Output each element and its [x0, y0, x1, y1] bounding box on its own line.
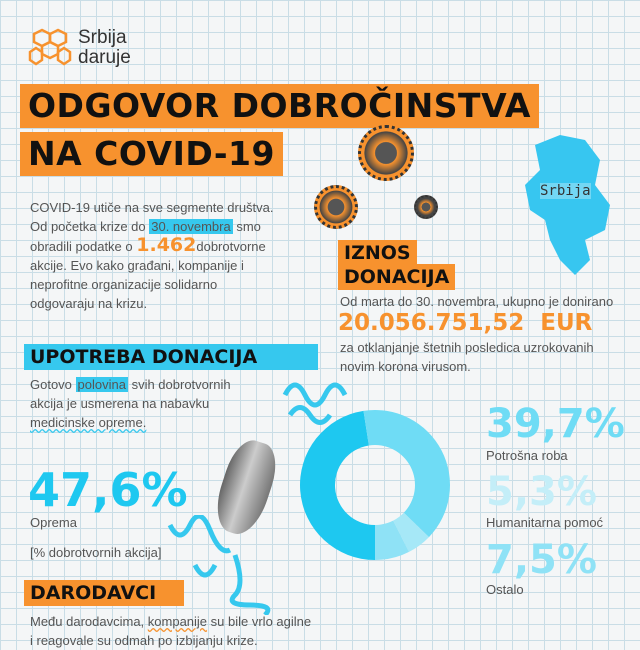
darodavci-text — [30, 612, 311, 650]
virus-icon — [314, 185, 358, 229]
donut-slice-oprema — [300, 411, 375, 560]
iznos-text-2: za otklanjanje štetnih posledica uzrokovanih — [340, 340, 594, 355]
virus-icon — [358, 125, 414, 181]
text: Od početka krize do — [30, 219, 150, 234]
label-ostalo: Ostalo — [486, 582, 524, 597]
label-potrosna: Potrošna roba — [486, 448, 568, 463]
page-title-line1: ODGOVOR DOBROČINSTVA — [20, 84, 539, 128]
iznos-heading-2: DONACIJA — [338, 264, 455, 290]
upotreba-heading: UPOTREBA DONACIJA — [24, 344, 318, 370]
virus-illustrations — [310, 125, 450, 235]
intro-line — [30, 236, 320, 256]
intro-line: COVID-19 utiče na sve segmente društva. — [30, 200, 274, 215]
darodavci-heading: DARODAVCI — [24, 580, 184, 606]
text: svih dobrotvornih — [127, 377, 231, 392]
serbia-map — [515, 130, 625, 280]
darodavci-line: i reagovale su odmah po izbijanju krize. — [30, 633, 258, 648]
map-label: Srbija — [540, 183, 591, 199]
page-title-line2: NA COVID-19 — [20, 132, 283, 176]
half-highlight: polovina — [77, 377, 126, 392]
upotreba-line: akcija je usmerena na nabavku — [30, 396, 210, 411]
companies-highlight: kompanije — [147, 614, 208, 629]
pct-humanitarna: 5,3% — [486, 469, 597, 515]
date-highlight: 30. novembra — [151, 219, 231, 234]
virus-icon — [414, 195, 438, 219]
iznos-heading-1: IZNOS — [338, 240, 417, 266]
intro-text — [30, 198, 320, 313]
text: Među darodavcima, — [30, 614, 148, 629]
logo — [28, 28, 131, 68]
logo-line2: daruje — [78, 47, 131, 68]
intro-line: odgovaraju na krizu. — [30, 296, 148, 311]
text: dobrotvorne — [196, 239, 266, 254]
iznos-text-1: Od marta do 30. novembra, ukupno je donirano — [340, 294, 614, 309]
pct-oprema: 47,6% — [28, 463, 188, 517]
upotreba-text — [30, 375, 290, 432]
upotreba-line — [30, 375, 290, 394]
donation-amount: 20.056.751,52 EUR — [338, 310, 593, 336]
pct-potrosna: 39,7% — [486, 401, 625, 447]
text: Gotovo — [30, 377, 76, 392]
text: su bile vrlo agilne — [207, 614, 312, 629]
intro-line: neprofitne organizacije solidarno — [30, 277, 218, 292]
iznos-text-3: novim korona virusom. — [340, 359, 471, 374]
donut-chart — [298, 408, 452, 562]
text: smo — [232, 219, 261, 234]
logo-line1: Srbija — [78, 27, 127, 48]
darodavci-line — [30, 612, 311, 631]
text: obradili podatke o — [30, 239, 137, 254]
logo-icon — [28, 28, 72, 68]
label-oprema: Oprema — [30, 515, 77, 530]
label-humanitarna: Humanitarna pomoć — [486, 515, 604, 530]
note-percent: [% dobrotvornih akcija] — [30, 545, 162, 560]
upotreba-line: medicinske opreme. — [30, 415, 147, 430]
pct-ostalo: 7,5% — [486, 537, 597, 583]
intro-line: akcije. Evo kako građani, kompanije i — [30, 258, 244, 273]
actions-count: 1.462 — [136, 234, 197, 256]
